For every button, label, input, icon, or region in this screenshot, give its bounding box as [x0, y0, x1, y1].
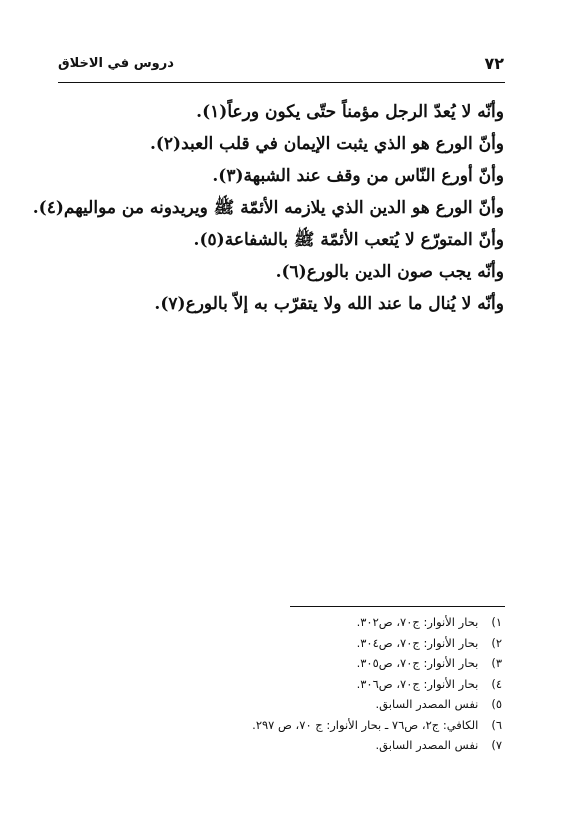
- footnote-number: ١): [491, 615, 502, 629]
- footnote-number: ٢): [491, 635, 502, 650]
- footnote-text: بحار الأنوار: ج٧٠، ص٣٠٤.: [356, 635, 479, 650]
- header-rule: [58, 82, 505, 83]
- footnote-text: بحار الأنوار: ج٧٠، ص٣٠٢.: [356, 615, 479, 629]
- footnote-number: ٥): [491, 697, 502, 711]
- footnote-text: بحار الأنوار: ج٧٠، ص٣٠٦.: [356, 676, 479, 691]
- body-line: وأنّ الورع هو الدين الذي يلازمه الأئمّة ﷺ ويريدونه من مواليهم(٤).: [32, 198, 504, 218]
- page-number: ٧٢: [484, 54, 504, 73]
- footnotes: [250, 612, 502, 756]
- footnote-number: ٦): [491, 717, 502, 732]
- footnote-text: نفس المصدر السابق.: [375, 697, 479, 711]
- footnote-number: ٤): [491, 676, 502, 691]
- footnote-text: نفس المصدر السابق.: [375, 738, 479, 752]
- body-line: وأنّه يجب صون الدين بالورع(٦).: [275, 262, 504, 282]
- body-text: [32, 96, 504, 320]
- body-line: وأنّه لا يُعدّ الرجل مؤمناً حتّى يكون ورعاً(١).: [196, 102, 504, 122]
- footnote-number: ٣): [491, 656, 502, 670]
- body-line: وأنّ المتورّع لا يُتعب الأئمّة ﷺ بالشفاعة(٥).: [193, 230, 504, 250]
- body-line: وأنّ أورع النّاس من وقف عند الشبهة(٣).: [212, 166, 504, 186]
- footnote: [250, 694, 502, 715]
- footnote: [250, 674, 502, 695]
- footnote: [250, 612, 502, 633]
- book-title: دروس في الاخلاق: [58, 56, 174, 71]
- running-head: [58, 52, 504, 80]
- footnote-rule: [290, 606, 505, 607]
- footnote-text: بحار الأنوار: ج٧٠، ص٣٠٥.: [356, 656, 479, 670]
- footnote-text: الكافي: ج٢، ص٧٦ ـ بحار الأنوار: ج ٧٠، ص ٢٩٧.: [252, 717, 479, 732]
- body-line: وأنّ الورع هو الذي يثبت الإيمان في قلب العبد(٢).: [149, 134, 504, 154]
- footnote: [250, 653, 502, 674]
- footnote: [250, 633, 502, 654]
- footnote: [250, 715, 502, 736]
- footnote: [250, 735, 502, 756]
- body-line: وأنّه لا يُنال ما عند الله ولا يتقرّب به إلاّ بالورع(٧).: [154, 294, 504, 314]
- footnote-number: ٧): [491, 738, 502, 752]
